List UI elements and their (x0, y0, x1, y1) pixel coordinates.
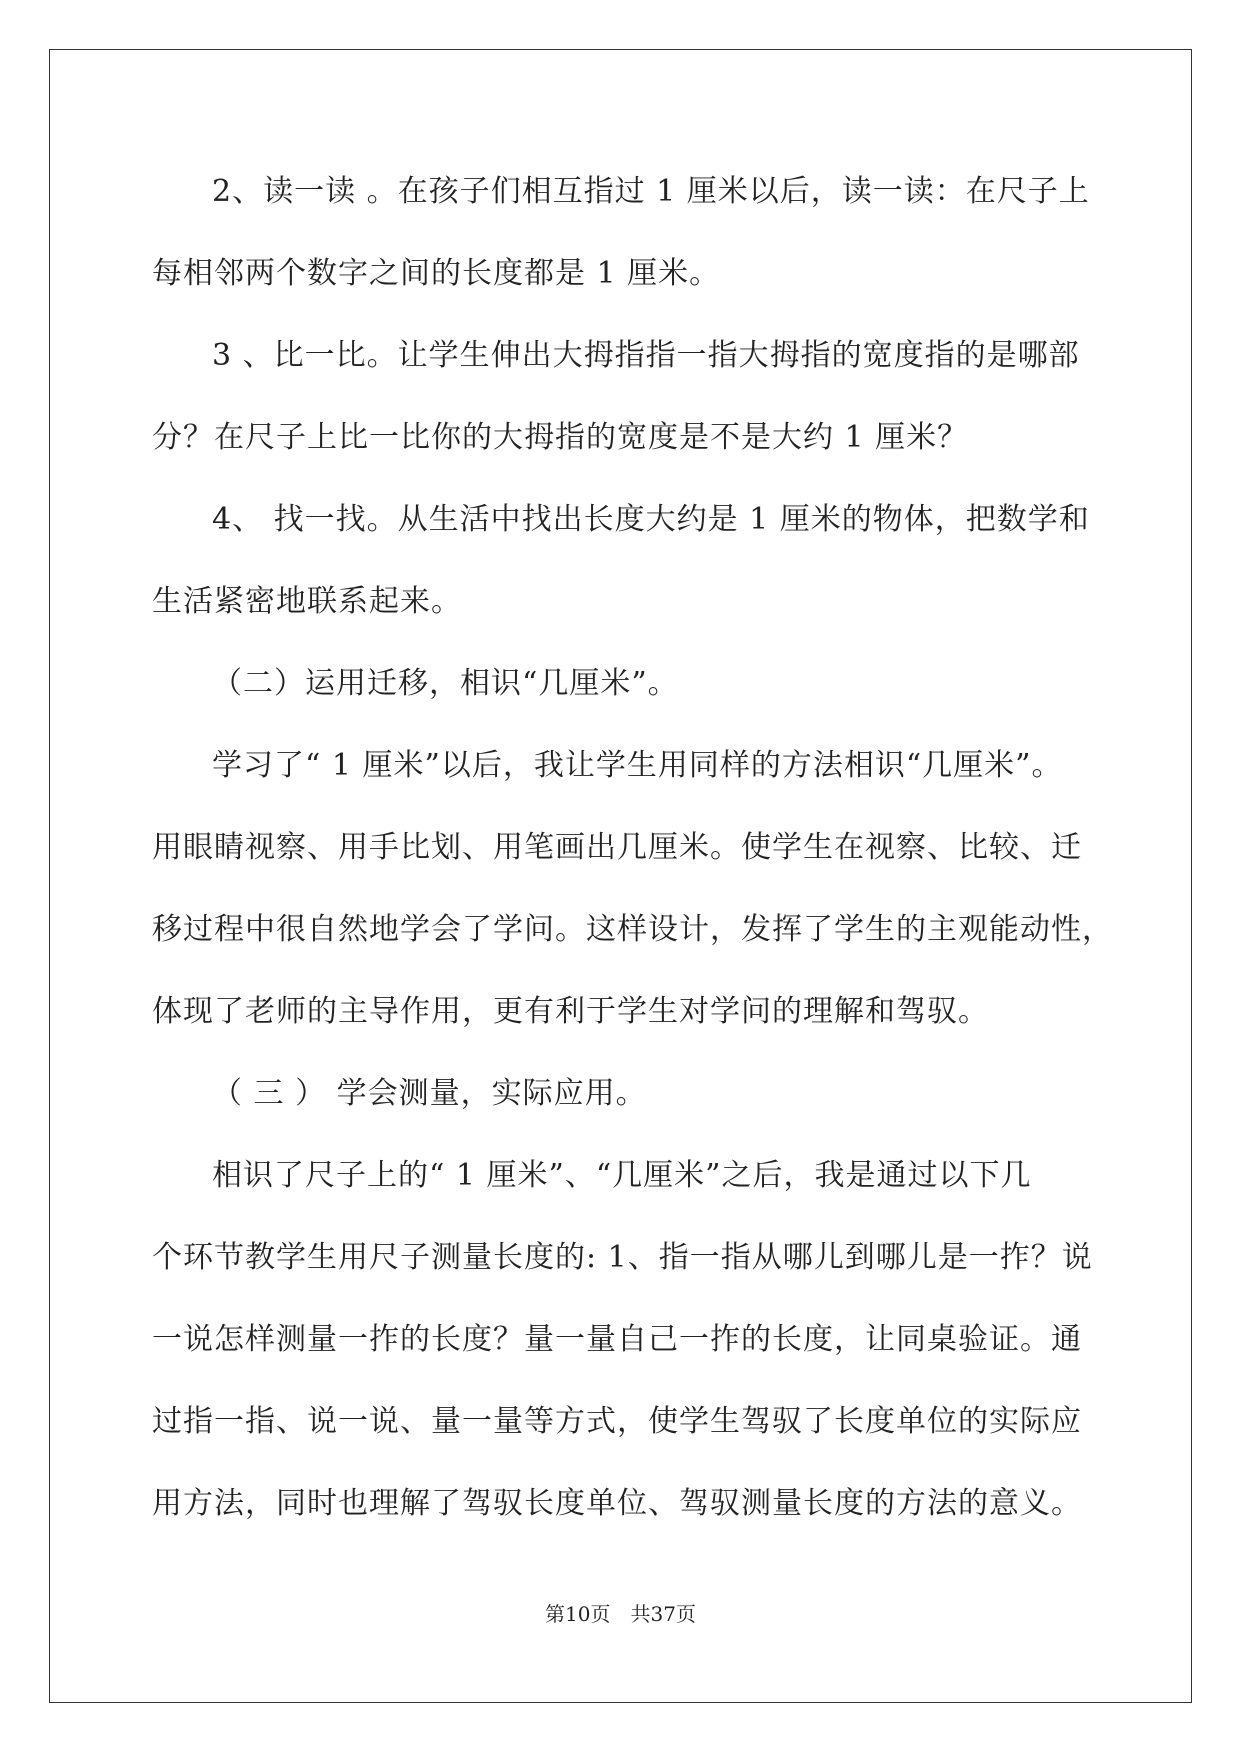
paragraph-line: 个环节教学生用尺子测量长度的: 1、指一指从哪儿到哪儿是一拃？说 (152, 1240, 1093, 1275)
page-number: 第10页 共37页 (545, 1602, 696, 1626)
section-heading: （二）运用迁移，相识“几厘米”。 (212, 666, 679, 701)
paragraph-line: 一说怎样测量一拃的长度？量一量自己一拃的长度，让同桌验证。通 (152, 1322, 1082, 1357)
paragraph-line: 移过程中很自然地学会了学问。这样设计，发挥了学生的主观能动性， (152, 912, 1113, 947)
paragraph-line: 用眼睛视察、用手比划、用笔画出几厘米。使学生在视察、比较、迁 (152, 830, 1082, 865)
section-heading: （ 三 ） 学会测量，实际应用。 (212, 1076, 647, 1111)
paragraph-line: 2、读一读 。在孩子们相互指过 1 厘米以后，读一读：在尺子上 (212, 174, 1090, 209)
paragraph-line: 生活紧密地联系起来。 (152, 584, 462, 619)
paragraph-line: 过指一指、说一说、量一量等方式，使学生驾驭了长度单位的实际应 (152, 1404, 1082, 1439)
paragraph-line: 4、 找一找。从生活中找出长度大约是 1 厘米的物体，把数学和 (212, 502, 1090, 537)
page-border (49, 49, 1192, 1703)
paragraph-line: 相识了尺子上的“ 1 厘米”、“几厘米”之后，我是通过以下几 (212, 1158, 1032, 1193)
paragraph-line: 学习了“ 1 厘米”以后，我让学生用同样的方法相识“几厘米”。 (212, 748, 1063, 783)
paragraph-line: 体现了老师的主导作用，更有利于学生对学问的理解和驾驭。 (152, 994, 989, 1029)
paragraph-line: 分？在尺子上比一比你的大拇指的宽度是不是大约 1 厘米？ (152, 420, 969, 455)
paragraph-line: 用方法，同时也理解了驾驭长度单位、驾驭测量长度的方法的意义。 (152, 1486, 1082, 1521)
paragraph-line: 每相邻两个数字之间的长度都是 1 厘米。 (152, 256, 721, 291)
paragraph-line: 3 、比一比。让学生伸出大拇指指一指大拇指的宽度指的是哪部 (212, 338, 1080, 373)
